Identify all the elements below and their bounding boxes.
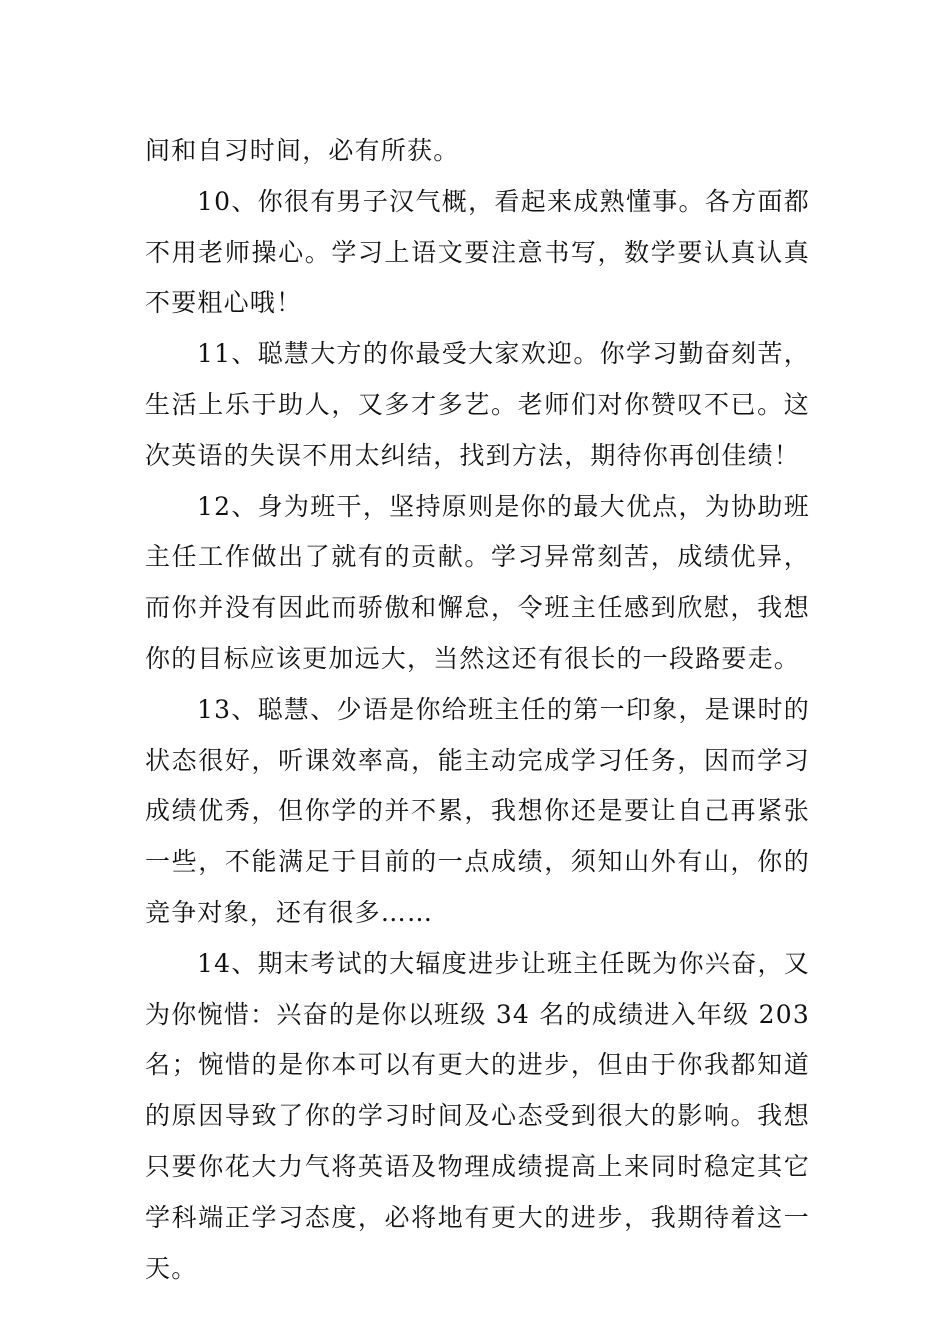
document-body — [145, 126, 810, 1294]
paragraph-comment-12: 12、身为班干，坚持原则是你的最大优点，为协助班主任工作做出了就有的贡献。学习异常刻苦，成绩优异，而你并没有因此而骄傲和懈怠，令班主任感到欣慰，我想你的目标应该更加远大，当然这还有很长的一段路要走。 — [145, 491, 810, 673]
paragraph-comment-14: 14、期末考试的大辐度进步让班主任既为你兴奋，又为你惋惜：兴奋的是你以班级 34 名的成绩进入年级 203 名；惋惜的是你本可以有更大的进步，但由于你我都知道的原因导致了你的学习时间及心态受到很大的影响。我想只要你花大力气将英语及物理成绩提高上来同时稳定其它学科端正学习态度，必将地有更大的进步，我期待着这一天。 — [145, 948, 810, 1283]
paragraph-comment-13: 13、聪慧、少语是你给班主任的第一印象，是课时的状态很好，听课效率高，能主动完成学习任务，因而学习成绩优秀，但你学的并不累，我想你还是要让自己再紧张一些，不能满足于目前的一点成绩，须知山外有山，你的竞争对象，还有很多…… — [145, 694, 810, 927]
paragraph-comment-11: 11、聪慧大方的你最受大家欢迎。你学习勤奋刻苦，生活上乐于助人，又多才多艺。老师们对你赞叹不已。这次英语的失误不用太纠结，找到方法，期待你再创佳绩！ — [145, 339, 810, 470]
paragraph-comment-10: 10、你很有男子汉气概，看起来成熟懂事。各方面都不用老师操心。学习上语文要注意书写，数学要认真认真不要粗心哦！ — [145, 186, 810, 318]
paragraph-continuation: 间和自习时间，必有所获。 — [145, 136, 460, 165]
